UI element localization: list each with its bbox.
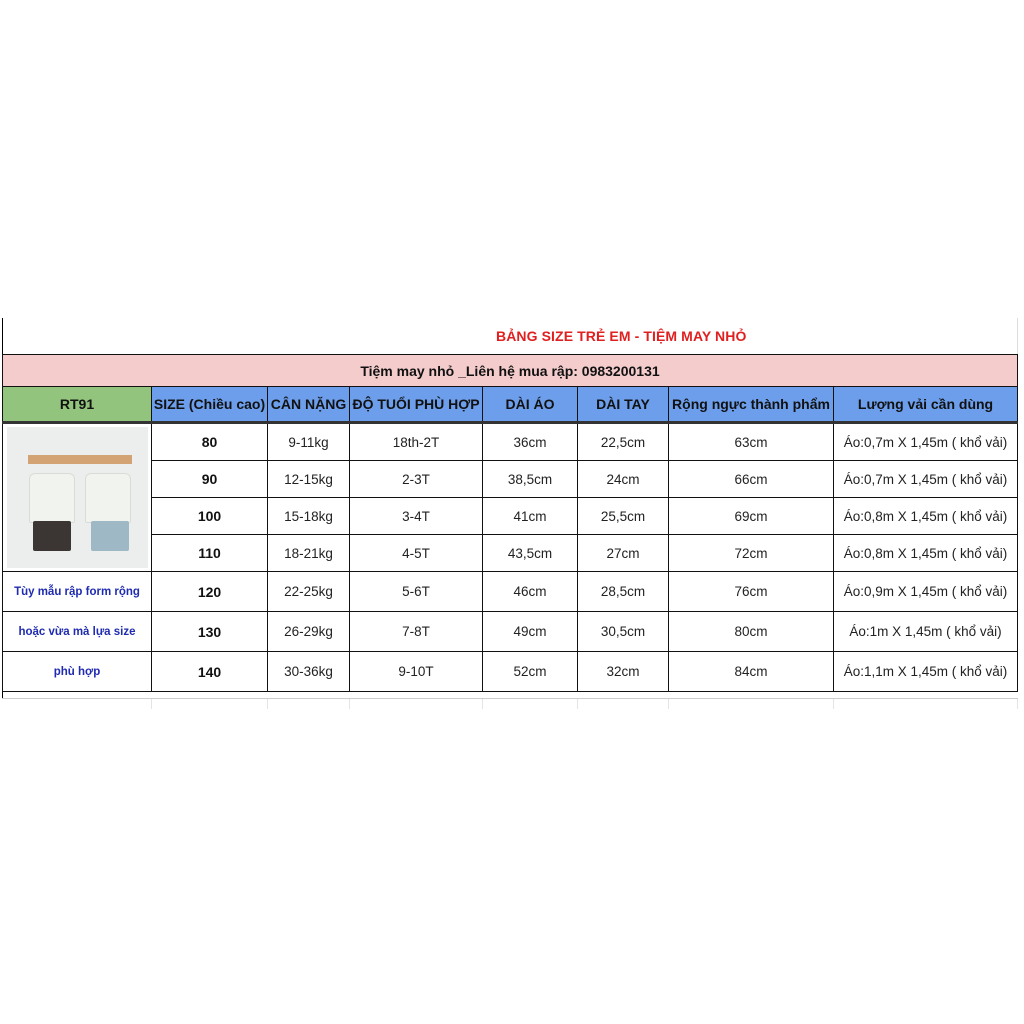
table-row <box>3 535 1018 572</box>
cell-sleeve-length: 28,5cm <box>578 572 669 612</box>
header-chest: Rộng ngực thành phẩm <box>669 387 834 423</box>
table-row <box>3 572 1018 612</box>
cell-size: 80 <box>152 423 268 461</box>
cell-age: 2-3T <box>350 461 483 498</box>
shirt-graphic <box>85 473 131 523</box>
header-product-code: RT91 <box>3 387 152 423</box>
cell-age: 7-8T <box>350 612 483 652</box>
cell-size: 140 <box>152 652 268 692</box>
cell-chest: 63cm <box>669 423 834 461</box>
table-row <box>3 652 1018 692</box>
cell-fabric: Áo:1,1m X 1,45m ( khổ vải) <box>834 652 1018 692</box>
cell-shirt-length: 46cm <box>483 572 578 612</box>
cell-shirt-length: 52cm <box>483 652 578 692</box>
cell-fabric: Áo:0,9m X 1,45m ( khổ vải) <box>834 572 1018 612</box>
header-shirt-length: DÀI ÁO <box>483 387 578 423</box>
shirt-graphic <box>29 473 75 523</box>
contact-banner-row <box>3 355 1018 387</box>
cell-sleeve-length: 25,5cm <box>578 498 669 535</box>
sheet-right-border <box>1017 318 1018 354</box>
cell-chest: 69cm <box>669 498 834 535</box>
cell-sleeve-length: 30,5cm <box>578 612 669 652</box>
cell-size: 120 <box>152 572 268 612</box>
cell-size: 110 <box>152 535 268 572</box>
contact-banner: Tiệm may nhỏ _Liên hệ mua rập: 0983200131 <box>3 355 1018 387</box>
cell-age: 5-6T <box>350 572 483 612</box>
cell-shirt-length: 38,5cm <box>483 461 578 498</box>
product-photo-cell <box>3 423 152 572</box>
cell-sleeve-length: 24cm <box>578 461 669 498</box>
cell-age: 9-10T <box>350 652 483 692</box>
cell-size: 100 <box>152 498 268 535</box>
cell-sleeve-length: 32cm <box>578 652 669 692</box>
cell-sleeve-length: 22,5cm <box>578 423 669 461</box>
cell-weight: 15-18kg <box>268 498 350 535</box>
cell-shirt-length: 41cm <box>483 498 578 535</box>
cell-fabric: Áo:0,8m X 1,45m ( khổ vải) <box>834 535 1018 572</box>
cell-chest: 66cm <box>669 461 834 498</box>
cell-fabric: Áo:0,7m X 1,45m ( khổ vải) <box>834 461 1018 498</box>
cell-chest: 72cm <box>669 535 834 572</box>
product-photo <box>7 427 148 568</box>
header-size: SIZE (Chiều cao) <box>152 387 268 423</box>
cell-chest: 84cm <box>669 652 834 692</box>
cell-shirt-length: 49cm <box>483 612 578 652</box>
note-text: Tùy mẫu rập form rộng <box>3 572 152 612</box>
cell-chest: 80cm <box>669 612 834 652</box>
note-text: hoặc vừa mà lựa size <box>3 612 152 652</box>
cell-age: 4-5T <box>350 535 483 572</box>
cell-shirt-length: 36cm <box>483 423 578 461</box>
cell-age: 18th-2T <box>350 423 483 461</box>
shorts-graphic <box>33 521 71 551</box>
cell-fabric: Áo:1m X 1,45m ( khổ vải) <box>834 612 1018 652</box>
shorts-graphic <box>91 521 129 551</box>
cell-weight: 18-21kg <box>268 535 350 572</box>
cell-weight: 22-25kg <box>268 572 350 612</box>
table-row <box>3 612 1018 652</box>
header-weight: CÂN NẶNG <box>268 387 350 423</box>
cell-weight: 12-15kg <box>268 461 350 498</box>
table-row <box>3 423 1018 461</box>
cell-weight: 26-29kg <box>268 612 350 652</box>
cell-size: 130 <box>152 612 268 652</box>
cell-weight: 30-36kg <box>268 652 350 692</box>
cell-fabric: Áo:0,7m X 1,45m ( khổ vải) <box>834 423 1018 461</box>
cell-weight: 9-11kg <box>268 423 350 461</box>
cell-sleeve-length: 27cm <box>578 535 669 572</box>
empty-gridlines <box>2 698 1018 709</box>
cell-shirt-length: 43,5cm <box>483 535 578 572</box>
cell-age: 3-4T <box>350 498 483 535</box>
size-chart-title: BẢNG SIZE TRẺ EM - TIỆM MAY NHỎ <box>496 328 747 344</box>
cell-fabric: Áo:0,8m X 1,45m ( khổ vải) <box>834 498 1018 535</box>
note-text: phù hợp <box>3 652 152 692</box>
size-chart-title-row <box>2 318 1017 354</box>
header-fabric: Lượng vải cần dùng <box>834 387 1018 423</box>
table-row <box>3 461 1018 498</box>
header-age: ĐỘ TUỔI PHÙ HỢP <box>350 387 483 423</box>
cell-chest: 76cm <box>669 572 834 612</box>
header-row <box>3 387 1018 423</box>
table-row <box>3 498 1018 535</box>
hanger-rack <box>28 455 132 464</box>
cell-size: 90 <box>152 461 268 498</box>
size-chart-table <box>2 354 1018 692</box>
header-sleeve-length: DÀI TAY <box>578 387 669 423</box>
